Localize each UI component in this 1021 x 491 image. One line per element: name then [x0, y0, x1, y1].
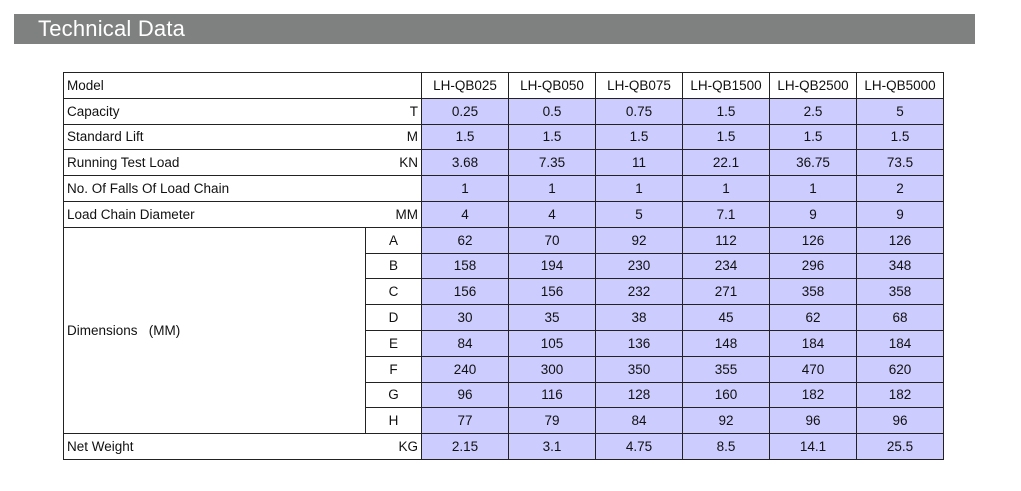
value-cell: 4 [422, 201, 509, 227]
dimension-letter-cell: H [366, 408, 422, 434]
dimension-letter-cell: F [366, 356, 422, 382]
value-cell: 79 [509, 408, 596, 434]
model-header-cell: LH-QB2500 [770, 73, 857, 99]
value-cell: 0.25 [422, 98, 509, 124]
spec-label-cell [64, 201, 422, 227]
value-cell: 1.5 [509, 124, 596, 150]
value-cell: 1 [509, 176, 596, 202]
value-cell: 160 [683, 382, 770, 408]
value-cell: 240 [422, 356, 509, 382]
value-cell: 350 [596, 356, 683, 382]
table-row [64, 201, 944, 227]
value-cell: 234 [683, 253, 770, 279]
value-cell: 136 [596, 330, 683, 356]
model-header-cell: LH-QB075 [596, 73, 683, 99]
spec-label: Running Test Load [67, 155, 180, 171]
value-cell: 36.75 [770, 150, 857, 176]
value-cell: 182 [857, 382, 944, 408]
model-header-cell: LH-QB025 [422, 73, 509, 99]
value-cell: 62 [770, 305, 857, 331]
value-cell: 92 [596, 227, 683, 253]
value-cell: 1 [596, 176, 683, 202]
value-cell: 0.5 [509, 98, 596, 124]
value-cell: 1.5 [683, 124, 770, 150]
value-cell: 1 [770, 176, 857, 202]
value-cell: 45 [683, 305, 770, 331]
value-cell: 2.5 [770, 98, 857, 124]
value-cell: 158 [422, 253, 509, 279]
value-cell: 11 [596, 150, 683, 176]
value-cell: 182 [770, 382, 857, 408]
value-cell: 184 [770, 330, 857, 356]
value-cell: 271 [683, 279, 770, 305]
value-cell: 4 [509, 201, 596, 227]
value-cell: 8.5 [683, 434, 770, 460]
value-cell: 96 [857, 408, 944, 434]
model-header-cell: LH-QB050 [509, 73, 596, 99]
table-row [64, 227, 944, 253]
spec-label-cell [64, 176, 422, 202]
table-row [64, 176, 944, 202]
value-cell: 1.5 [770, 124, 857, 150]
value-cell: 68 [857, 305, 944, 331]
table-row [64, 124, 944, 150]
value-cell: 1.5 [596, 124, 683, 150]
value-cell: 92 [683, 408, 770, 434]
value-cell: 230 [596, 253, 683, 279]
value-cell: 105 [509, 330, 596, 356]
value-cell: 62 [422, 227, 509, 253]
value-cell: 25.5 [857, 434, 944, 460]
value-cell: 4.75 [596, 434, 683, 460]
value-cell: 300 [509, 356, 596, 382]
value-cell: 5 [596, 201, 683, 227]
value-cell: 358 [857, 279, 944, 305]
value-cell: 355 [683, 356, 770, 382]
value-cell: 232 [596, 279, 683, 305]
value-cell: 5 [857, 98, 944, 124]
net-weight-label-cell [64, 434, 422, 460]
spec-unit: MM [395, 206, 418, 222]
value-cell: 2.15 [422, 434, 509, 460]
spec-unit: KG [398, 439, 418, 455]
spec-unit: M [406, 129, 418, 145]
value-cell: 84 [422, 330, 509, 356]
value-cell: 14.1 [770, 434, 857, 460]
spec-unit: KN [399, 155, 418, 171]
value-cell: 7.35 [509, 150, 596, 176]
value-cell: 470 [770, 356, 857, 382]
value-cell: 156 [509, 279, 596, 305]
value-cell: 22.1 [683, 150, 770, 176]
value-cell: 96 [770, 408, 857, 434]
section-title: Technical Data [38, 16, 186, 41]
value-cell: 84 [596, 408, 683, 434]
value-cell: 358 [770, 279, 857, 305]
spec-label: Capacity [67, 103, 120, 119]
value-cell: 1.5 [422, 124, 509, 150]
dimension-letter-cell: D [366, 305, 422, 331]
value-cell: 2 [857, 176, 944, 202]
value-cell: 3.68 [422, 150, 509, 176]
spec-unit: T [409, 103, 418, 119]
value-cell: 148 [683, 330, 770, 356]
value-cell: 9 [857, 201, 944, 227]
value-cell: 0.75 [596, 98, 683, 124]
value-cell: 184 [857, 330, 944, 356]
dimension-letter-cell: A [366, 227, 422, 253]
value-cell: 9 [770, 201, 857, 227]
value-cell: 126 [857, 227, 944, 253]
table-row [64, 98, 944, 124]
model-label-cell: Model [64, 73, 422, 99]
spec-label-cell [64, 124, 422, 150]
dimension-letter-cell: G [366, 382, 422, 408]
value-cell: 38 [596, 305, 683, 331]
value-cell: 77 [422, 408, 509, 434]
value-cell: 7.1 [683, 201, 770, 227]
dimension-letter-cell: C [366, 279, 422, 305]
value-cell: 194 [509, 253, 596, 279]
value-cell: 128 [596, 382, 683, 408]
value-cell: 1 [683, 176, 770, 202]
spec-label: Standard Lift [67, 129, 144, 145]
value-cell: 126 [770, 227, 857, 253]
value-cell: 1 [422, 176, 509, 202]
value-cell: 3.1 [509, 434, 596, 460]
spec-label: Net Weight [67, 439, 134, 455]
value-cell: 35 [509, 305, 596, 331]
model-header-cell: LH-QB1500 [683, 73, 770, 99]
technical-data-table [63, 72, 944, 460]
spec-label: No. Of Falls Of Load Chain [67, 181, 230, 197]
table-row [64, 434, 944, 460]
value-cell: 1.5 [683, 98, 770, 124]
section-header-bar [14, 14, 975, 44]
value-cell: 156 [422, 279, 509, 305]
table-header-row [64, 73, 944, 99]
value-cell: 348 [857, 253, 944, 279]
model-header-cell: LH-QB5000 [857, 73, 944, 99]
spec-label-cell [64, 98, 422, 124]
dimensions-label-cell: Dimensions (MM) [64, 227, 366, 433]
dimension-letter-cell: E [366, 330, 422, 356]
value-cell: 620 [857, 356, 944, 382]
value-cell: 70 [509, 227, 596, 253]
value-cell: 73.5 [857, 150, 944, 176]
spec-label: Load Chain Diameter [67, 206, 195, 222]
value-cell: 112 [683, 227, 770, 253]
dimension-letter-cell: B [366, 253, 422, 279]
value-cell: 30 [422, 305, 509, 331]
value-cell: 1.5 [857, 124, 944, 150]
value-cell: 116 [509, 382, 596, 408]
spec-label-cell [64, 150, 422, 176]
value-cell: 96 [422, 382, 509, 408]
table-row [64, 150, 944, 176]
value-cell: 296 [770, 253, 857, 279]
